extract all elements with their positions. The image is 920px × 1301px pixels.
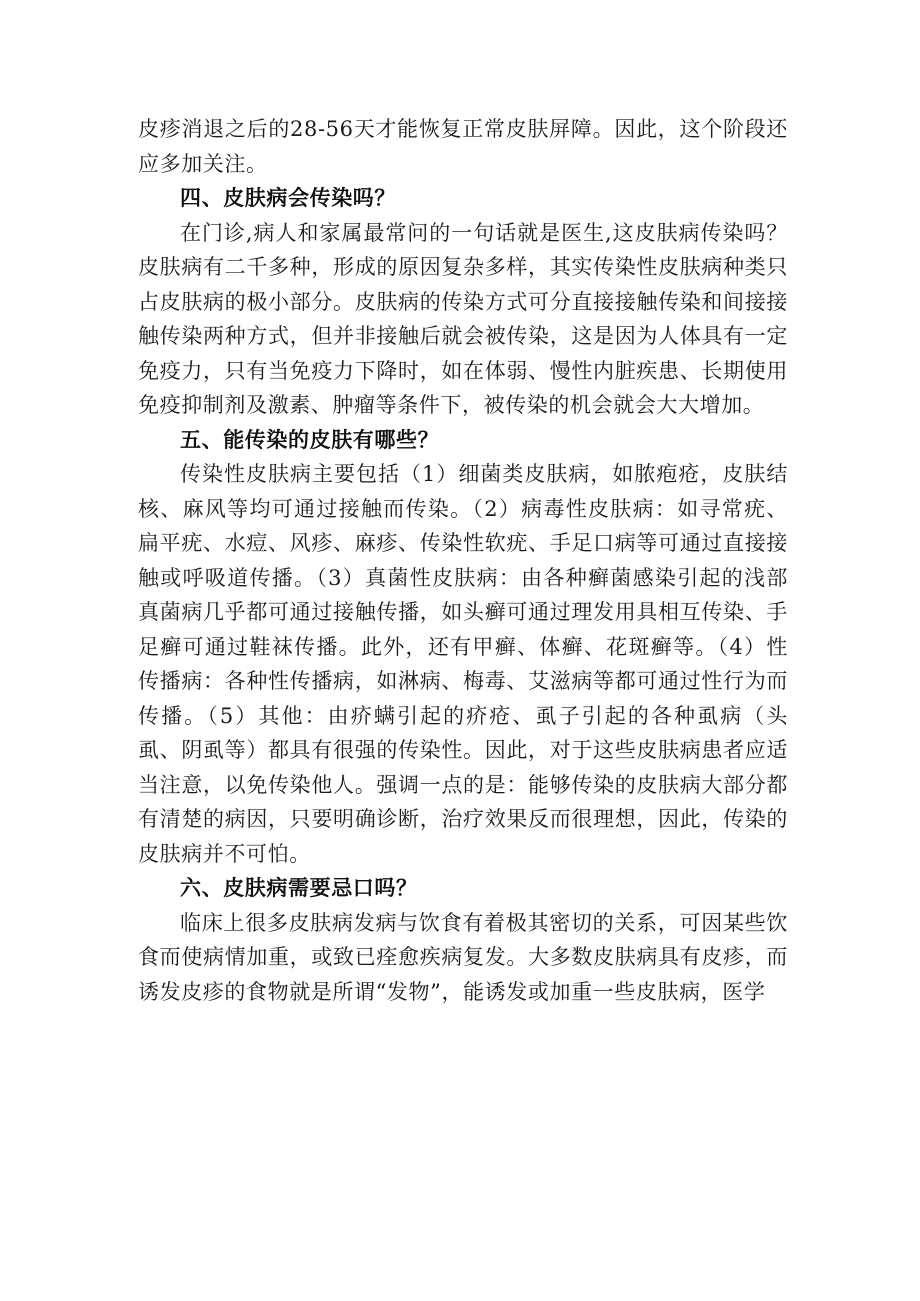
paragraph-continuation: 皮疹消退之后的28-56天才能恢复正常皮肤屏障。因此，这个阶段还应多加关注。 xyxy=(138,117,788,176)
paragraph-contagious-types: 传染性皮肤病主要包括（1）细菌类皮肤病，如脓疱疮，皮肤结核、麻风等均可通过接触而传染。（2）病毒性皮肤病：如寻常疣、扁平疣、水痘、风疹、麻疹、传染性软疣、手足口病等可通过直接接触或呼吸道传播。（3）真菌性皮肤病：由各种癣菌感染引起的浅部真菌病几乎都可通过接触传播，如头癣可通过理发用具相互传染、手足癣可通过鞋袜传播。此外，还有甲癣、体癣、花斑癣等。（4）性传播病：各种性传播病，如淋病、梅毒、艾滋病等都可通过性行为而传播。（5）其他：由疥螨引起的疥疮、虱子引起的各种虱病（头虱、阴虱等）都具有很强的传染性。因此，对于这些皮肤病患者应适当注意，以免传染他人。强调一点的是：能够传染的皮肤病大部分都有清楚的病因，只要明确诊断，治疗效果反而很理想，因此，传染的皮肤病并不可怕。 xyxy=(138,462,788,866)
document-body xyxy=(138,112,788,1009)
section-heading-4: 四、皮肤病会传染吗？ xyxy=(180,186,396,210)
section-heading-6: 六、皮肤病需要忌口吗？ xyxy=(180,876,418,900)
paragraph-contagion: 在门诊,病人和家属最常问的一句话就是医生,这皮肤病传染吗？皮肤病有二千多种，形成的原因复杂多样，其实传染性皮肤病种类只占皮肤病的极小部分。皮肤病的传染方式可分直接接触传染和间接接触传染两种方式，但并非接触后就会被传染，这是因为人体具有一定免疫力，只有当免疫力下降时，如在体弱、慢性内脏疾患、长期使用免疫抑制剂及激素、肿瘤等条件下，被传染的机会就会大大增加。 xyxy=(138,220,788,417)
paragraph-diet: 临床上很多皮肤病发病与饮食有着极其密切的关系，可因某些饮食而使病情加重，或致已痊愈疾病复发。大多数皮肤病具有皮疹，而诱发皮疹的食物就是所谓“发物”，能诱发或加重一些皮肤病，医学 xyxy=(138,910,788,1004)
section-heading-5: 五、能传染的皮肤有哪些？ xyxy=(180,427,440,452)
